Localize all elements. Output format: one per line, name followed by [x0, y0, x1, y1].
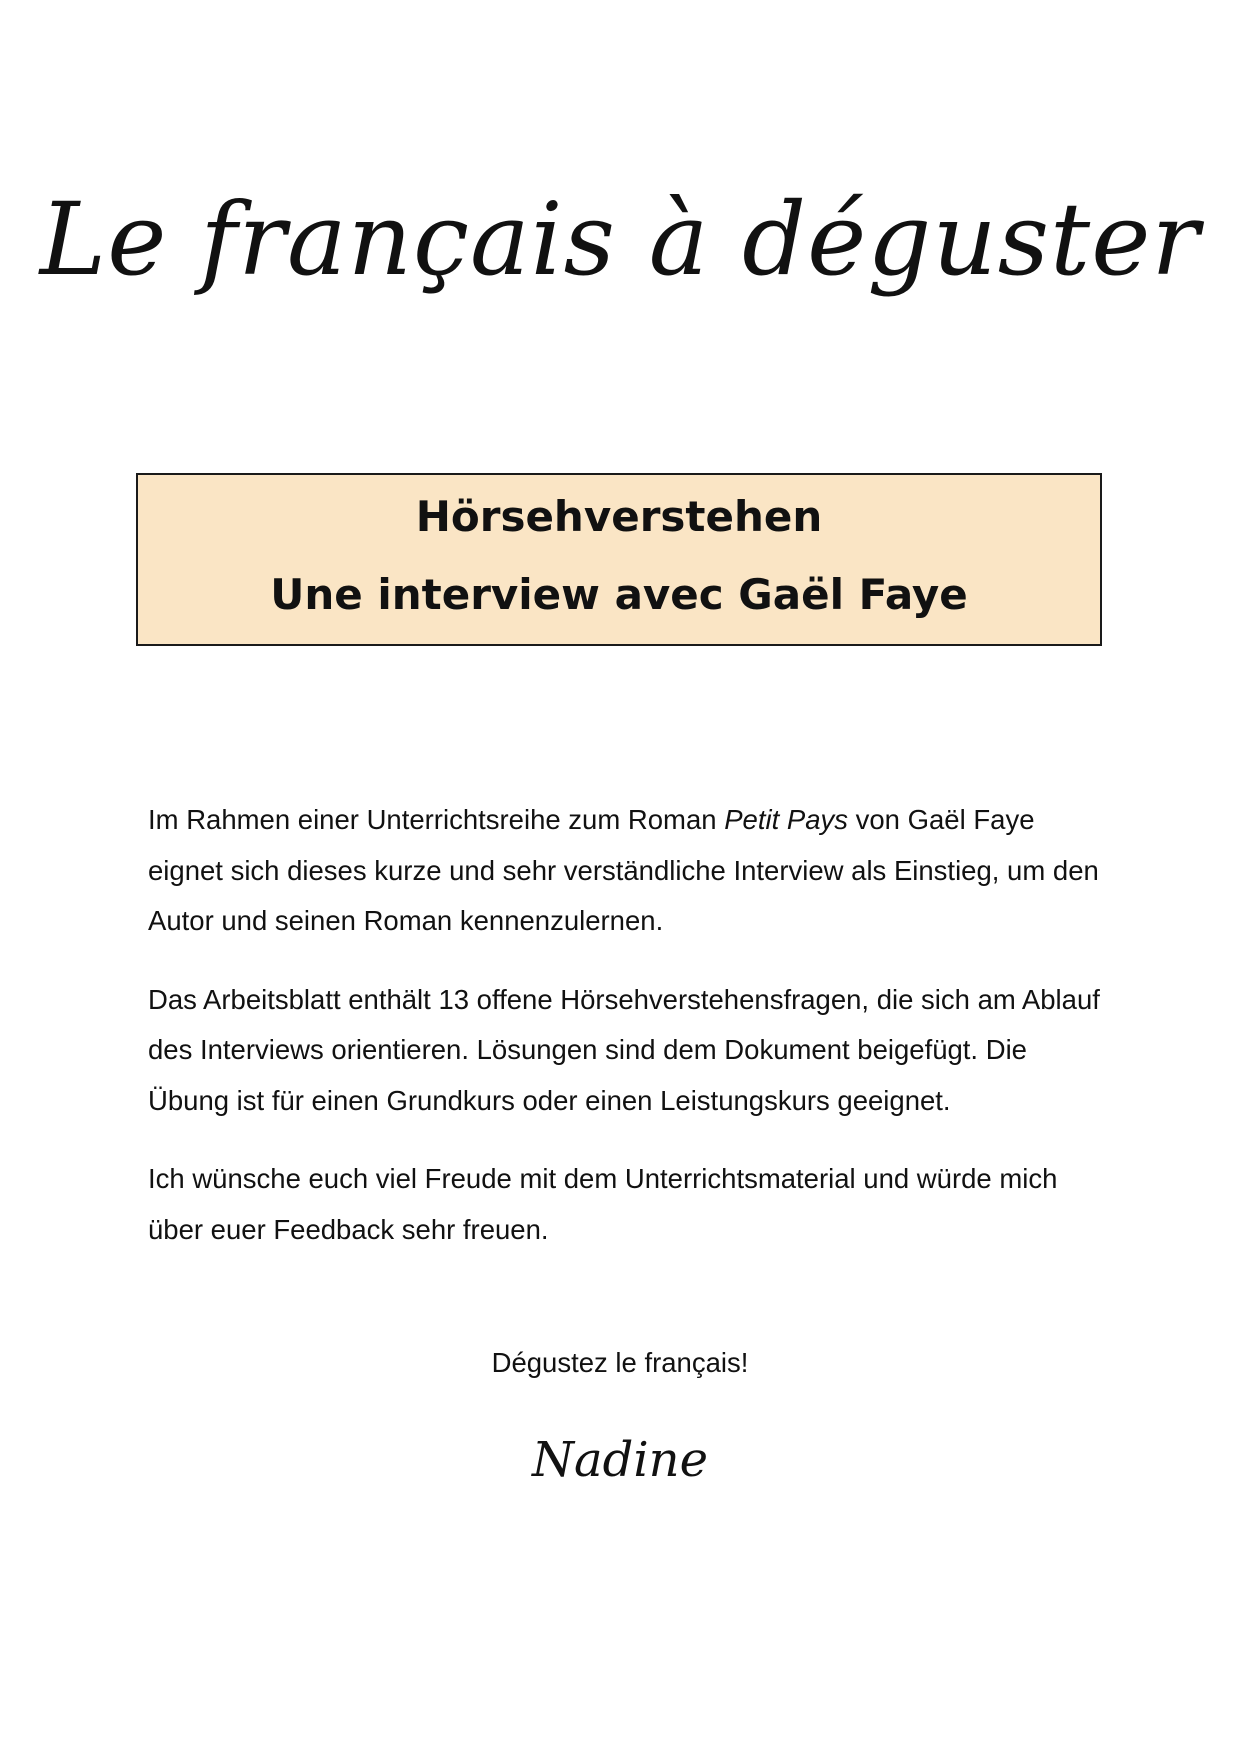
- intro-text: [148, 795, 1108, 1283]
- paragraph-1-text-after: von Gaël Faye eignet sich dieses kurze und sehr verständliche Interview als Einstieg, um den Autor und seinen Roman kennenzulernen.: [148, 804, 1099, 936]
- worksheet-title-heading: Une interview avec Gaël Faye: [270, 570, 968, 619]
- title-box: [136, 473, 1102, 646]
- paragraph-1-text-before: Im Rahmen einer Unterrichtsreihe zum Roman: [148, 804, 725, 835]
- intro-paragraph-2: Das Arbeitsblatt enthält 13 offene Hörsehverstehensfragen, die sich am Ablauf des Interviews orientieren. Lösungen sind dem Dokument beigefügt. Die Übung ist für einen Grundkurs oder einen Leistungskurs geeignet.: [148, 983, 1100, 1116]
- intro-paragraph-1: [148, 795, 1108, 947]
- intro-paragraph-3: Ich wünsche euch viel Freude mit dem Unterrichtsmaterial und würde mich über euer Feedback sehr freuen.: [148, 1163, 1058, 1245]
- brand-title: Le français à déguster: [39, 181, 1201, 298]
- signature: Nadine: [531, 1432, 708, 1488]
- novel-title: Petit Pays: [724, 804, 848, 835]
- closing-line: Dégustez le français!: [491, 1347, 749, 1378]
- worksheet-type-heading: Hörsehverstehen: [415, 492, 823, 541]
